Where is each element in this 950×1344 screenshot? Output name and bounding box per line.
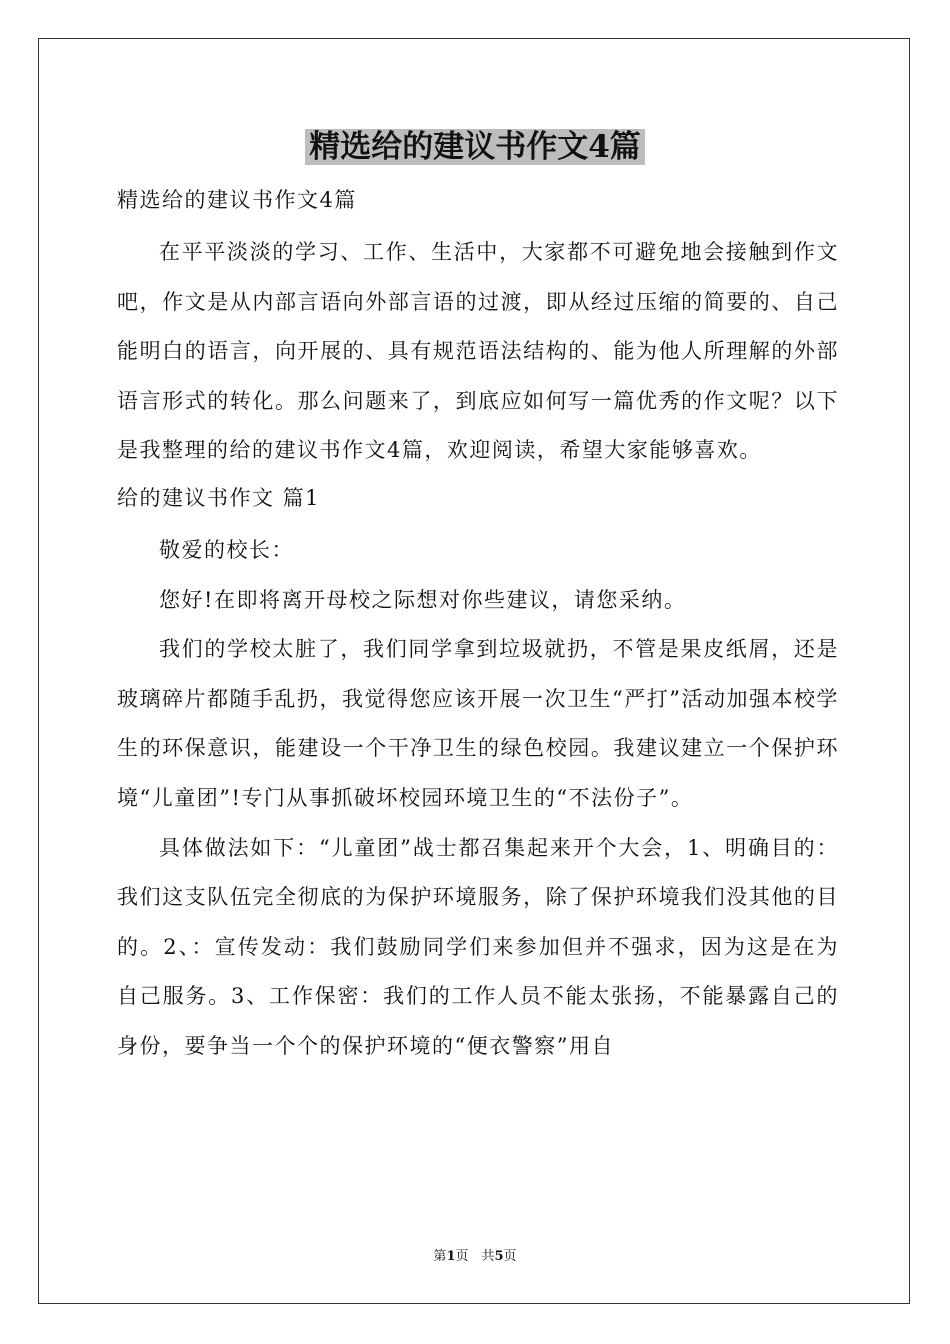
document-body — [117, 180, 839, 1072]
document-title — [0, 125, 950, 169]
document-title-text: 精选给的建议书作文4篇 — [305, 129, 645, 165]
footer-page-current: 1 — [446, 1249, 456, 1264]
footer-page-prefix: 第 — [433, 1249, 447, 1264]
letter-greeting: 您好!在即将离开母校之际想对你些建议，请您采纳。 — [159, 587, 687, 612]
page-footer — [0, 1245, 950, 1264]
intro-paragraph: 在平平淡淡的学习、工作、生活中，大家都不可避免地会接触到作文吧，作文是从内部言语向外部言语的过渡，即从经过压缩的简要的、自己能明白的语言，向开展的、具有规范语法结构的、能为他人所理解的外部语言形式的转化。那么问题来了，到底应如何写一篇优秀的作文呢？以下是我整理的给的建议书作文4篇，欢迎阅读，希望大家能够喜欢。 — [117, 240, 839, 463]
body-paragraph-2: 具体做法如下：“儿童团”战士都召集起来开个大会，1、明确目的：我们这支队伍完全彻底的为保护环境服务，除了保护环境我们没其他的目的。2、：宣传发动：我们鼓励同学们来参加但并不强求，因为这是在为自己服务。3、工作保密：我们的工作人员不能太张扬，不能暴露自己的身份，要争当一个个的保护环境的“便衣警察”用自 — [117, 835, 839, 1058]
letter-salutation: 敬爱的校长： — [159, 537, 294, 562]
footer-page-suffix: 页 — [503, 1249, 517, 1264]
footer-page-total: 5 — [494, 1249, 504, 1264]
body-paragraph-1: 我们的学校太脏了，我们同学拿到垃圾就扔，不管是果皮纸屑，还是玻璃碎片都随手乱扔，我觉得您应该开展一次卫生“严打”活动加强本校学生的环保意识，能建设一个干净卫生的绿色校园。我建议建立一个保护环境“儿童团”!专门从事抓破坏校园环境卫生的“不法份子”。 — [117, 637, 839, 810]
footer-page-mid: 页 共 — [455, 1249, 495, 1264]
document-subtitle: 精选给的建议书作文4篇 — [117, 188, 357, 212]
section-heading: 给的建议书作文 篇1 — [117, 485, 321, 510]
